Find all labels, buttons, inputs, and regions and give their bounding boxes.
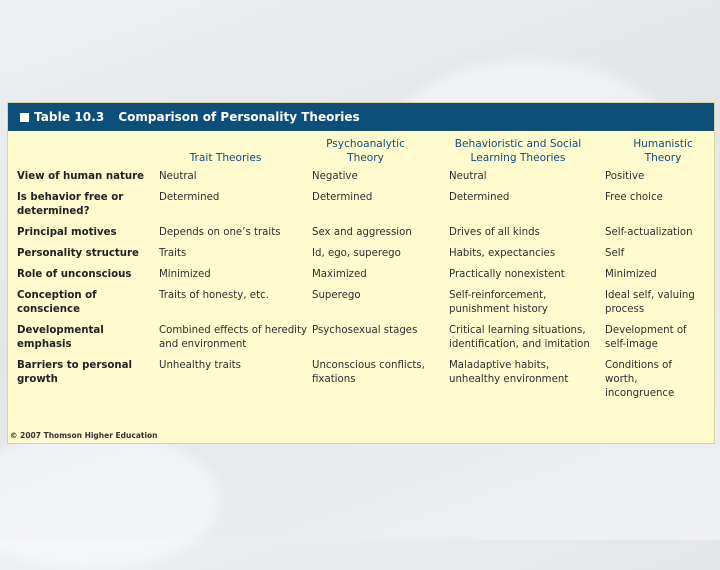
- header-cell: [17, 137, 159, 168]
- comparison-table: [17, 137, 707, 406]
- square-bullet-icon: [20, 113, 29, 122]
- table-cell: Superego: [312, 290, 361, 301]
- table-cell: Minimized: [159, 269, 211, 280]
- table-card: [7, 102, 715, 444]
- row-label: Is behavior free or determined?: [17, 192, 124, 217]
- table-row: [17, 168, 707, 189]
- table-cell: Self-reinforcement, punishment history: [449, 290, 548, 315]
- row-label: Barriers to personal growth: [17, 360, 133, 385]
- table-cell: Neutral: [449, 171, 487, 182]
- table-cell: Conditions of worth, incongruence: [605, 360, 675, 399]
- table-cell: Positive: [605, 171, 645, 182]
- table-cell: Determined: [159, 192, 220, 203]
- copyright-notice: © 2007 Thomson Higher Education: [10, 431, 158, 440]
- table-cell: Habits, expectancies: [449, 248, 556, 259]
- header-cell: Humanistic Theory: [633, 138, 693, 164]
- table-cell: Unconscious conflicts, fixations: [312, 360, 425, 385]
- table-row: [17, 357, 707, 406]
- background-shape: [0, 430, 220, 570]
- table-row: [17, 189, 707, 224]
- table-cell: Negative: [312, 171, 358, 182]
- row-label: Personality structure: [17, 248, 139, 259]
- header-cell: Trait Theories: [189, 152, 262, 164]
- table-cell: Neutral: [159, 171, 197, 182]
- table-cell: Determined: [312, 192, 373, 203]
- table-row: [17, 266, 707, 287]
- row-label: Developmental emphasis: [17, 325, 104, 350]
- table-cell: Drives of all kinds: [449, 227, 540, 238]
- table-number: Table 10.3: [34, 110, 105, 124]
- table-cell: Development of self-image: [605, 325, 687, 350]
- row-label: Conception of conscience: [17, 290, 97, 315]
- table-cell: Combined effects of heredity and environment: [159, 325, 308, 350]
- table-title: Comparison of Personality Theories: [118, 110, 360, 124]
- table-cell: Id, ego, superego: [312, 248, 401, 259]
- table-cell: Free choice: [605, 192, 663, 203]
- table-cell: Maximized: [312, 269, 367, 280]
- table-row: [17, 287, 707, 322]
- table-cell: Unhealthy traits: [159, 360, 241, 371]
- row-label: Principal motives: [17, 227, 117, 238]
- table-header-row: [17, 137, 707, 168]
- table-row: [17, 322, 707, 357]
- row-label: Role of unconscious: [17, 269, 132, 280]
- table-title-bar: [8, 103, 714, 131]
- table-row: [17, 245, 707, 266]
- table-cell: Traits: [159, 248, 187, 259]
- table-row: [17, 224, 707, 245]
- table-cell: Minimized: [605, 269, 657, 280]
- table-cell: Ideal self, valuing process: [605, 290, 695, 315]
- table-cell: Traits of honesty, etc.: [159, 290, 269, 301]
- header-cell: Psychoanalytic Theory: [326, 138, 405, 164]
- header-cell: Behavioristic and Social Learning Theories: [454, 138, 582, 164]
- table-cell: Maladaptive habits, unhealthy environment: [449, 360, 569, 385]
- table-cell: Critical learning situations, identification, and imitation: [449, 325, 590, 350]
- table-cell: Practically nonexistent: [449, 269, 565, 280]
- table-cell: Self: [605, 248, 625, 259]
- table-cell: Depends on one’s traits: [159, 227, 281, 238]
- row-label: View of human nature: [17, 171, 145, 182]
- table-cell: Determined: [449, 192, 510, 203]
- table-cell: Self-actualization: [605, 227, 693, 238]
- table-cell: Psychosexual stages: [312, 325, 418, 336]
- table-cell: Sex and aggression: [312, 227, 412, 238]
